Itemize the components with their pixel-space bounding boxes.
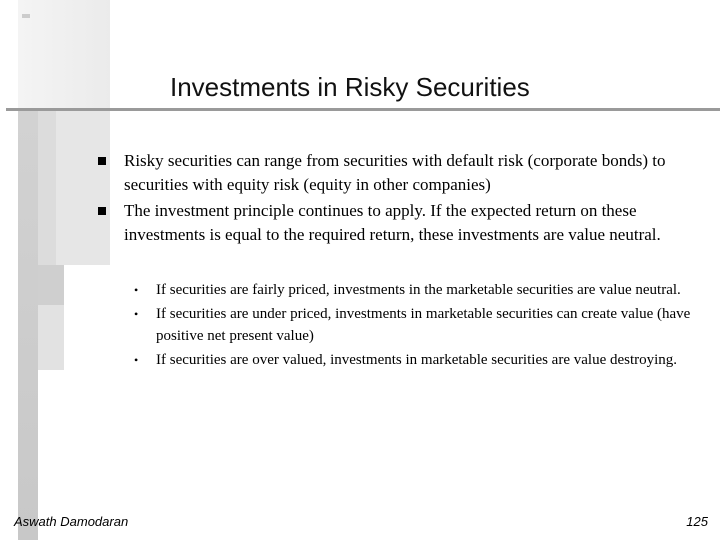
sub-bullet-text: If securities are fairly priced, investments in the marketable securities are value neutral. xyxy=(156,282,681,298)
sub-bullet-text: If securities are under priced, investments in marketable securities can create value (have positive net present value) xyxy=(156,306,691,344)
dot-bullet-icon: • xyxy=(134,283,139,297)
square-bullet-icon xyxy=(98,207,106,215)
dot-bullet-icon: • xyxy=(134,307,139,321)
page-number: 125 xyxy=(686,514,708,529)
title-divider xyxy=(6,108,720,111)
sub-bullet-list xyxy=(134,279,694,373)
footer-author: Aswath Damodaran xyxy=(14,514,129,529)
decorative-block xyxy=(18,110,38,540)
sub-bullet-text: If securities are over valued, investments in marketable securities are value destroying. xyxy=(156,352,678,368)
bullet-text: The investment principle continues to apply. If the expected return on these investments is equal to the required return, these investments are value neutral. xyxy=(124,201,661,244)
bullet-text: Risky securities can range from securities with default risk (corporate bonds) to securities with equity risk (equity in other companies) xyxy=(124,151,666,194)
bullet-item xyxy=(98,199,698,246)
bullet-list xyxy=(98,149,698,249)
sub-bullet-item xyxy=(134,303,694,347)
sub-bullet-item xyxy=(134,349,694,371)
dot-bullet-icon: • xyxy=(134,353,139,367)
decorative-block xyxy=(22,14,30,18)
slide-title: Investments in Risky Securities xyxy=(170,72,530,102)
decorative-block xyxy=(18,0,110,110)
decorative-block xyxy=(38,265,64,305)
bullet-item xyxy=(98,149,698,196)
square-bullet-icon xyxy=(98,157,106,165)
sub-bullet-item xyxy=(134,279,694,301)
